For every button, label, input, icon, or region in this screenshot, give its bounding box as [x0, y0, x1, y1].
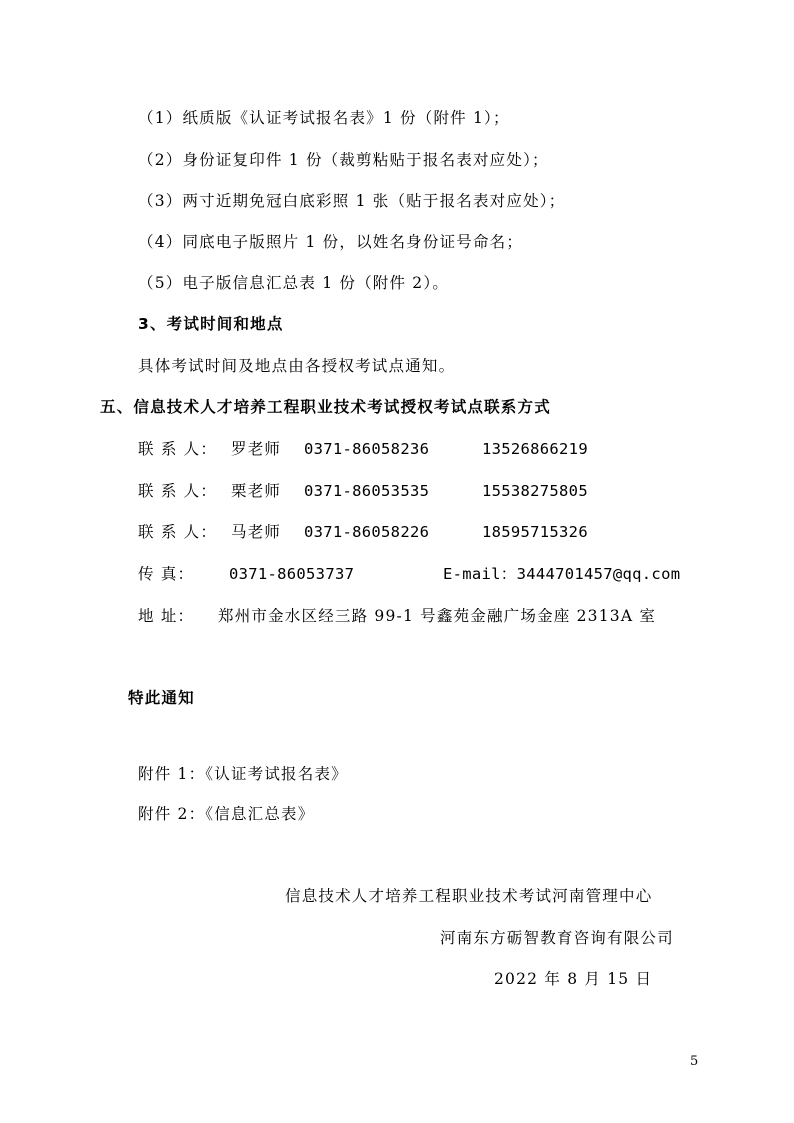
fax-row — [138, 564, 698, 584]
contact-name: 马老师 — [231, 523, 282, 541]
contact-name: 罗老师 — [231, 440, 282, 458]
contact-row — [138, 481, 698, 501]
contact-label: 联 系 人： — [138, 523, 218, 541]
contact-phone: 0371-86053535 — [304, 482, 430, 500]
section-5-heading: 五、信息技术人才培养工程职业技术考试授权考试点联系方式 — [100, 398, 551, 416]
attachment-item-1: 附件 1：《认证考试报名表》 — [138, 765, 348, 783]
contact-row — [138, 439, 698, 459]
section-3-body: 具体考试时间及地点由各授权考试点通知。 — [138, 357, 456, 375]
material-item-5: （5）电子版信息汇总表 1 份（附件 2）。 — [138, 274, 450, 292]
contact-phone: 0371-86058226 — [304, 523, 430, 541]
contact-mobile: 13526866219 — [482, 440, 588, 458]
material-item-1: （1）纸质版《认证考试报名表》1 份（附件 1）； — [138, 109, 510, 127]
fax-label: 传 真： — [138, 565, 195, 583]
address-label: 地 址： — [138, 607, 195, 625]
fax-value: 0371-86053737 — [229, 565, 355, 583]
contact-label: 联 系 人： — [138, 482, 218, 500]
signature-date: 2022 年 8 月 15 日 — [494, 970, 653, 988]
page-number: 5 — [690, 1054, 699, 1069]
section-3-heading: 3、考试时间和地点 — [138, 315, 284, 333]
material-item-2: （2）身份证复印件 1 份（裁剪粘贴于报名表对应处）； — [138, 151, 549, 169]
contact-name: 栗老师 — [231, 482, 282, 500]
email-value: E-mail：3444701457@qq.com — [443, 565, 681, 583]
contact-row — [138, 522, 698, 542]
signature-org-1: 信息技术人才培养工程职业技术考试河南管理中心 — [285, 887, 653, 905]
contact-phone: 0371-86058236 — [304, 440, 430, 458]
material-item-4: （4）同底电子版照片 1 份，以姓名身份证号命名； — [138, 233, 524, 251]
signature-org-2: 河南东方砺智教育咨询有限公司 — [440, 929, 674, 947]
attachment-item-2: 附件 2：《信息汇总表》 — [138, 805, 315, 823]
contact-mobile: 15538275805 — [482, 482, 588, 500]
address-value: 郑州市金水区经三路 99-1 号鑫苑金融广场金座 2313A 室 — [218, 607, 657, 625]
material-item-3: （3）两寸近期免冠白底彩照 1 张（贴于报名表对应处）； — [138, 192, 566, 210]
notice-text: 特此通知 — [128, 689, 195, 707]
contact-mobile: 18595715326 — [482, 523, 588, 541]
contact-label: 联 系 人： — [138, 440, 218, 458]
address-row — [138, 606, 698, 626]
